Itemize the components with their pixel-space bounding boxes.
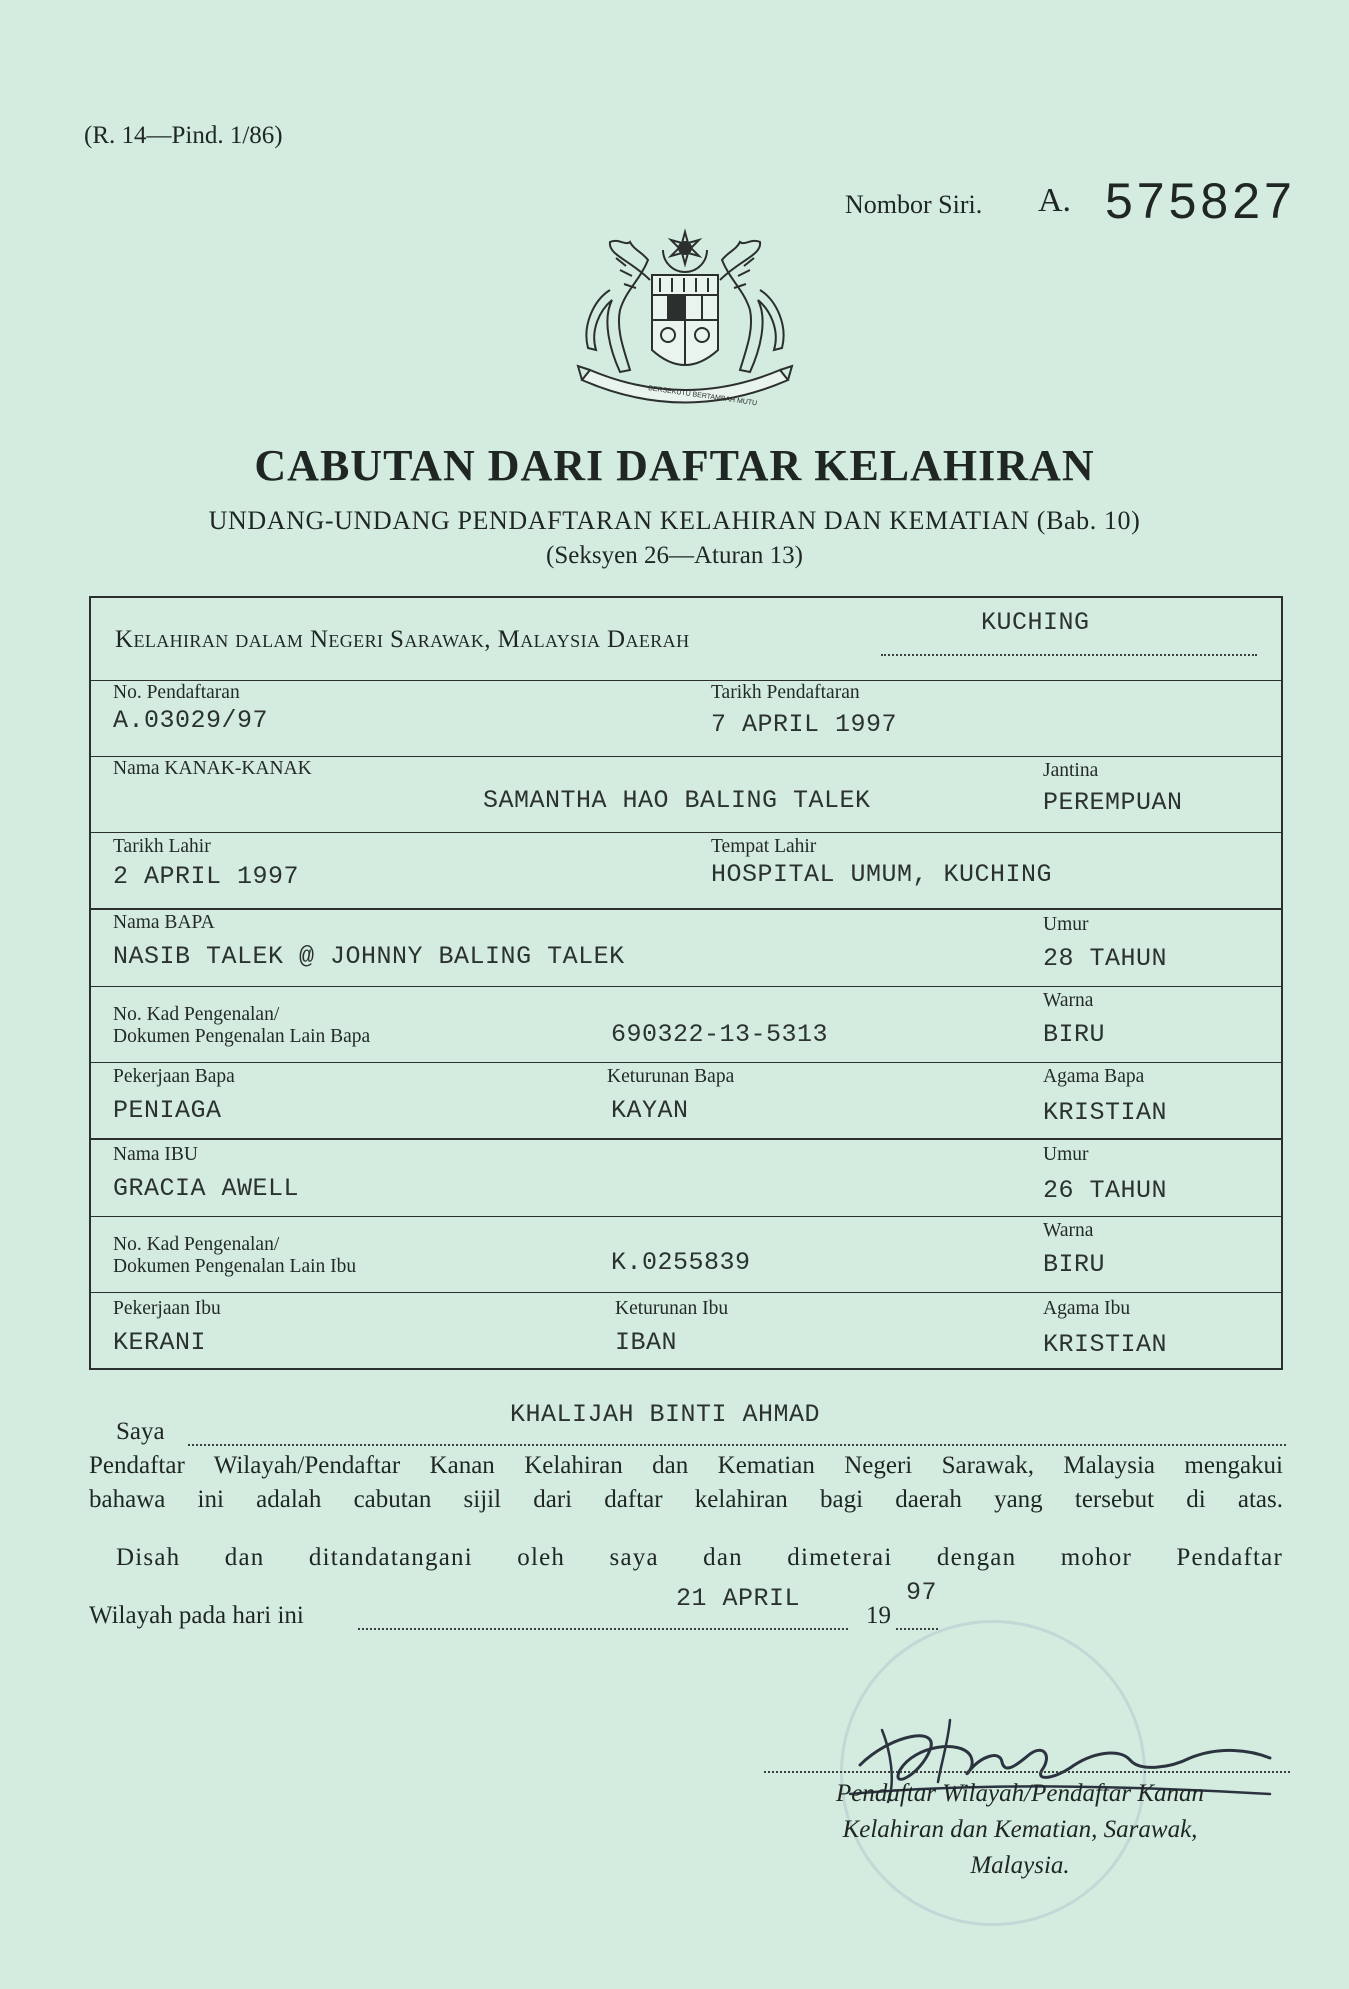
serial-label: Nombor Siri. (845, 190, 983, 219)
declaration-line-1: Pendaftar Wilayah/Pendaftar Kanan Kelahiran dan Kematian Negeri Sarawak, Malaysia mengakui (89, 1452, 1283, 1479)
father-color-label: Warna (1043, 990, 1094, 1011)
mother-color-value: BIRU (1043, 1250, 1106, 1279)
mother-name-label: Nama IBU (113, 1144, 199, 1165)
year-prefix: 19 (866, 1602, 891, 1629)
mother-age-label: Umur (1043, 1144, 1089, 1165)
district-value: KUCHING (981, 608, 1090, 637)
child-name-value: SAMANTHA HAO BALING TALEK (483, 786, 871, 815)
father-age-label: Umur (1043, 914, 1089, 935)
father-race-label: Keturunan Bapa (607, 1066, 735, 1087)
father-id-label-1: No. Kad Pengenalan/ (113, 1004, 280, 1025)
form-code: (R. 14—Pind. 1/86) (84, 122, 283, 149)
mother-name-value: GRACIA AWELL (113, 1174, 300, 1203)
declaration-line-2: bahawa ini adalah cabutan sijil dari daftar kelahiran bagi daerah yang tersebut di atas. (89, 1486, 1283, 1513)
serial-prefix: A. (1038, 182, 1072, 219)
signatory-title-line-3: Malaysia. (970, 1852, 1070, 1879)
signature-dotted-line (764, 1771, 1290, 1773)
mother-id-value: K.0255839 (611, 1248, 751, 1277)
dob-value: 2 APRIL 1997 (113, 862, 300, 891)
father-religion-label: Agama Bapa (1043, 1066, 1145, 1087)
date-day-month: 21 APRIL (676, 1584, 801, 1613)
registration-no-value: A.03029/97 (113, 706, 269, 735)
child-name-label: Nama KANAK-KANAK (113, 758, 312, 779)
signatory-title-line-2: Kelahiran dan Kematian, Sarawak, (842, 1816, 1198, 1843)
officer-name: KHALIJAH BINTI AHMAD (510, 1400, 821, 1429)
declaration-line-3: Disah dan ditandatangani oleh saya dan dimeterai dengan mohor Pendaftar (116, 1544, 1283, 1571)
declaration-line-4: Wilayah pada hari ini (89, 1602, 304, 1629)
father-color-value: BIRU (1043, 1020, 1106, 1049)
mother-religion-value: KRISTIAN (1043, 1330, 1168, 1359)
mother-race-label: Keturunan Ibu (615, 1298, 729, 1319)
registration-table (89, 596, 1283, 1370)
father-id-label-2: Dokumen Pengenalan Lain Bapa (113, 1026, 371, 1047)
svg-text:BERSEKUTU BERTAMBAH MUTU: BERSEKUTU BERTAMBAH MUTU (647, 385, 758, 408)
father-race-value: KAYAN (611, 1096, 689, 1125)
father-name-label: Nama BAPA (113, 912, 215, 933)
officer-dotted-line (188, 1444, 1286, 1446)
document-title: CABUTAN DARI DAFTAR KELAHIRAN (254, 441, 1095, 490)
gender-label: Jantina (1043, 760, 1099, 781)
date-dotted-line (358, 1628, 848, 1630)
dob-label: Tarikh Lahir (113, 836, 211, 857)
gender-value: PEREMPUAN (1043, 788, 1183, 817)
father-job-label: Pekerjaan Bapa (113, 1066, 235, 1087)
registration-date-value: 7 APRIL 1997 (711, 710, 898, 739)
registration-date-label: Tarikh Pendaftaran (711, 682, 860, 703)
serial-number: 575827 (1105, 173, 1296, 229)
pob-label: Tempat Lahir (711, 836, 817, 857)
document-section: (Seksyen 26—Aturan 13) (546, 542, 803, 569)
district-label: Kelahiran dalam Negeri Sarawak, Malaysia Daerah (115, 626, 690, 653)
father-religion-value: KRISTIAN (1043, 1098, 1168, 1127)
father-age-value: 28 TAHUN (1043, 944, 1168, 973)
mother-id-label-2: Dokumen Pengenalan Lain Ibu (113, 1256, 357, 1277)
father-id-value: 690322-13-5313 (611, 1020, 829, 1049)
year-suffix: 97 (906, 1578, 938, 1607)
mother-race-value: IBAN (615, 1328, 678, 1357)
pob-value: HOSPITAL UMUM, KUCHING (711, 860, 1053, 889)
mother-job-value: KERANI (113, 1328, 207, 1357)
document-subtitle: UNDANG-UNDANG PENDAFTARAN KELAHIRAN DAN KEMATIAN (Bab. 10) (208, 506, 1141, 535)
district-dotted-line (881, 654, 1257, 656)
mother-id-label-1: No. Kad Pengenalan/ (113, 1234, 280, 1255)
father-job-value: PENIAGA (113, 1096, 222, 1125)
signatory-title-line-1: Pendaftar Wilayah/Pendaftar Kanan (835, 1780, 1205, 1807)
mother-color-label: Warna (1043, 1220, 1094, 1241)
mother-job-label: Pekerjaan Ibu (113, 1298, 221, 1319)
malaysia-coat-of-arms-icon (560, 220, 810, 410)
mother-age-value: 26 TAHUN (1043, 1176, 1168, 1205)
registration-no-label: No. Pendaftaran (113, 682, 240, 703)
father-name-value: NASIB TALEK @ JOHNNY BALING TALEK (113, 942, 625, 971)
declaration-saya: Saya (116, 1418, 165, 1445)
year-dotted-line (896, 1628, 938, 1630)
mother-religion-label: Agama Ibu (1043, 1298, 1131, 1319)
